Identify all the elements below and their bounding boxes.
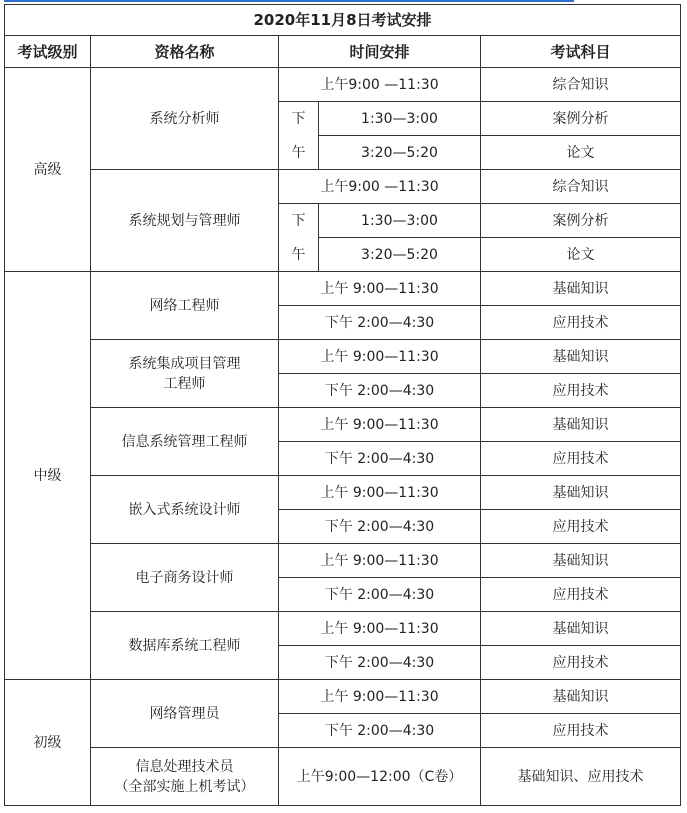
time-cell: 1:30—3:00 xyxy=(319,102,481,136)
time-cell: 上午 9:00—11:30 xyxy=(279,612,481,646)
subject-cell: 论文 xyxy=(481,238,681,272)
time-cell: 下午 2:00—4:30 xyxy=(279,714,481,748)
subject-cell: 基础知识 xyxy=(481,680,681,714)
qual-embedded: 嵌入式系统设计师 xyxy=(91,476,279,544)
subject-cell: 基础知识 xyxy=(481,408,681,442)
qual-network-admin: 网络管理员 xyxy=(91,680,279,748)
subject-cell: 应用技术 xyxy=(481,578,681,612)
header-time: 时间安排 xyxy=(279,36,481,68)
top-accent-line xyxy=(4,0,574,2)
time-cell: 下午 2:00—4:30 xyxy=(279,374,481,408)
subject-cell: 基础知识 xyxy=(481,544,681,578)
time-cell: 下午 2:00—4:30 xyxy=(279,306,481,340)
qual-info-tech-line-1: 信息处理技术员 xyxy=(135,758,234,775)
subject-cell: 基础知识 xyxy=(481,340,681,374)
time-cell: 3:20—5:20 xyxy=(319,136,481,170)
header-subject: 考试科目 xyxy=(481,36,681,68)
header-level: 考试级别 xyxy=(5,36,91,68)
level-junior: 初级 xyxy=(5,680,91,806)
afternoon-label xyxy=(279,102,319,170)
subject-cell: 应用技术 xyxy=(481,374,681,408)
afternoon-char-1: 下 xyxy=(291,110,306,127)
qual-integration-line-2: 工程师 xyxy=(163,375,206,392)
subject-cell: 基础知识 xyxy=(481,272,681,306)
time-cell: 上午 9:00—11:30 xyxy=(279,340,481,374)
qual-info-sys-engineer: 信息系统管理工程师 xyxy=(91,408,279,476)
qual-info-tech xyxy=(91,748,279,806)
afternoon-label xyxy=(279,204,319,272)
qual-planner: 系统规划与管理师 xyxy=(91,170,279,272)
subject-cell: 应用技术 xyxy=(481,306,681,340)
level-high: 高级 xyxy=(5,68,91,272)
time-cell: 1:30—3:00 xyxy=(319,204,481,238)
qual-integration-line-1: 系统集成项目管理 xyxy=(128,355,241,372)
subject-cell: 综合知识 xyxy=(481,170,681,204)
time-cell: 上午 9:00—11:30 xyxy=(279,680,481,714)
time-cell: 上午9:00 —11:30 xyxy=(279,170,481,204)
afternoon-char-2: 午 xyxy=(291,144,306,161)
qual-integration xyxy=(91,340,279,408)
afternoon-char-2: 午 xyxy=(291,246,306,263)
time-cell: 上午 9:00—11:30 xyxy=(279,544,481,578)
afternoon-char-1: 下 xyxy=(291,212,306,229)
header-name: 资格名称 xyxy=(91,36,279,68)
time-cell: 下午 2:00—4:30 xyxy=(279,442,481,476)
time-cell: 下午 2:00—4:30 xyxy=(279,510,481,544)
qual-info-tech-line-2: （全部实施上机考试） xyxy=(114,778,255,795)
subject-cell: 应用技术 xyxy=(481,714,681,748)
time-cell: 上午9:00 —11:30 xyxy=(279,68,481,102)
subject-cell: 基础知识 xyxy=(481,612,681,646)
subject-cell: 基础知识 xyxy=(481,476,681,510)
time-cell: 上午 9:00—11:30 xyxy=(279,476,481,510)
subject-cell: 案例分析 xyxy=(481,102,681,136)
subject-cell: 应用技术 xyxy=(481,510,681,544)
qual-analyst: 系统分析师 xyxy=(91,68,279,170)
subject-cell: 应用技术 xyxy=(481,646,681,680)
qual-database: 数据库系统工程师 xyxy=(91,612,279,680)
subject-cell: 应用技术 xyxy=(481,442,681,476)
qual-ecommerce: 电子商务设计师 xyxy=(91,544,279,612)
qual-network-engineer: 网络工程师 xyxy=(91,272,279,340)
subject-cell: 综合知识 xyxy=(481,68,681,102)
time-cell: 上午 9:00—11:30 xyxy=(279,408,481,442)
time-cell: 上午9:00—12:00（C卷） xyxy=(279,748,481,806)
time-cell: 下午 2:00—4:30 xyxy=(279,578,481,612)
time-cell: 3:20—5:20 xyxy=(319,238,481,272)
subject-cell: 论文 xyxy=(481,136,681,170)
subject-cell: 案例分析 xyxy=(481,204,681,238)
exam-schedule-table xyxy=(4,4,681,806)
time-cell: 下午 2:00—4:30 xyxy=(279,646,481,680)
level-mid: 中级 xyxy=(5,272,91,680)
subject-cell: 基础知识、应用技术 xyxy=(481,748,681,806)
table-title: 2020年11月8日考试安排 xyxy=(5,5,681,36)
time-cell: 上午 9:00—11:30 xyxy=(279,272,481,306)
